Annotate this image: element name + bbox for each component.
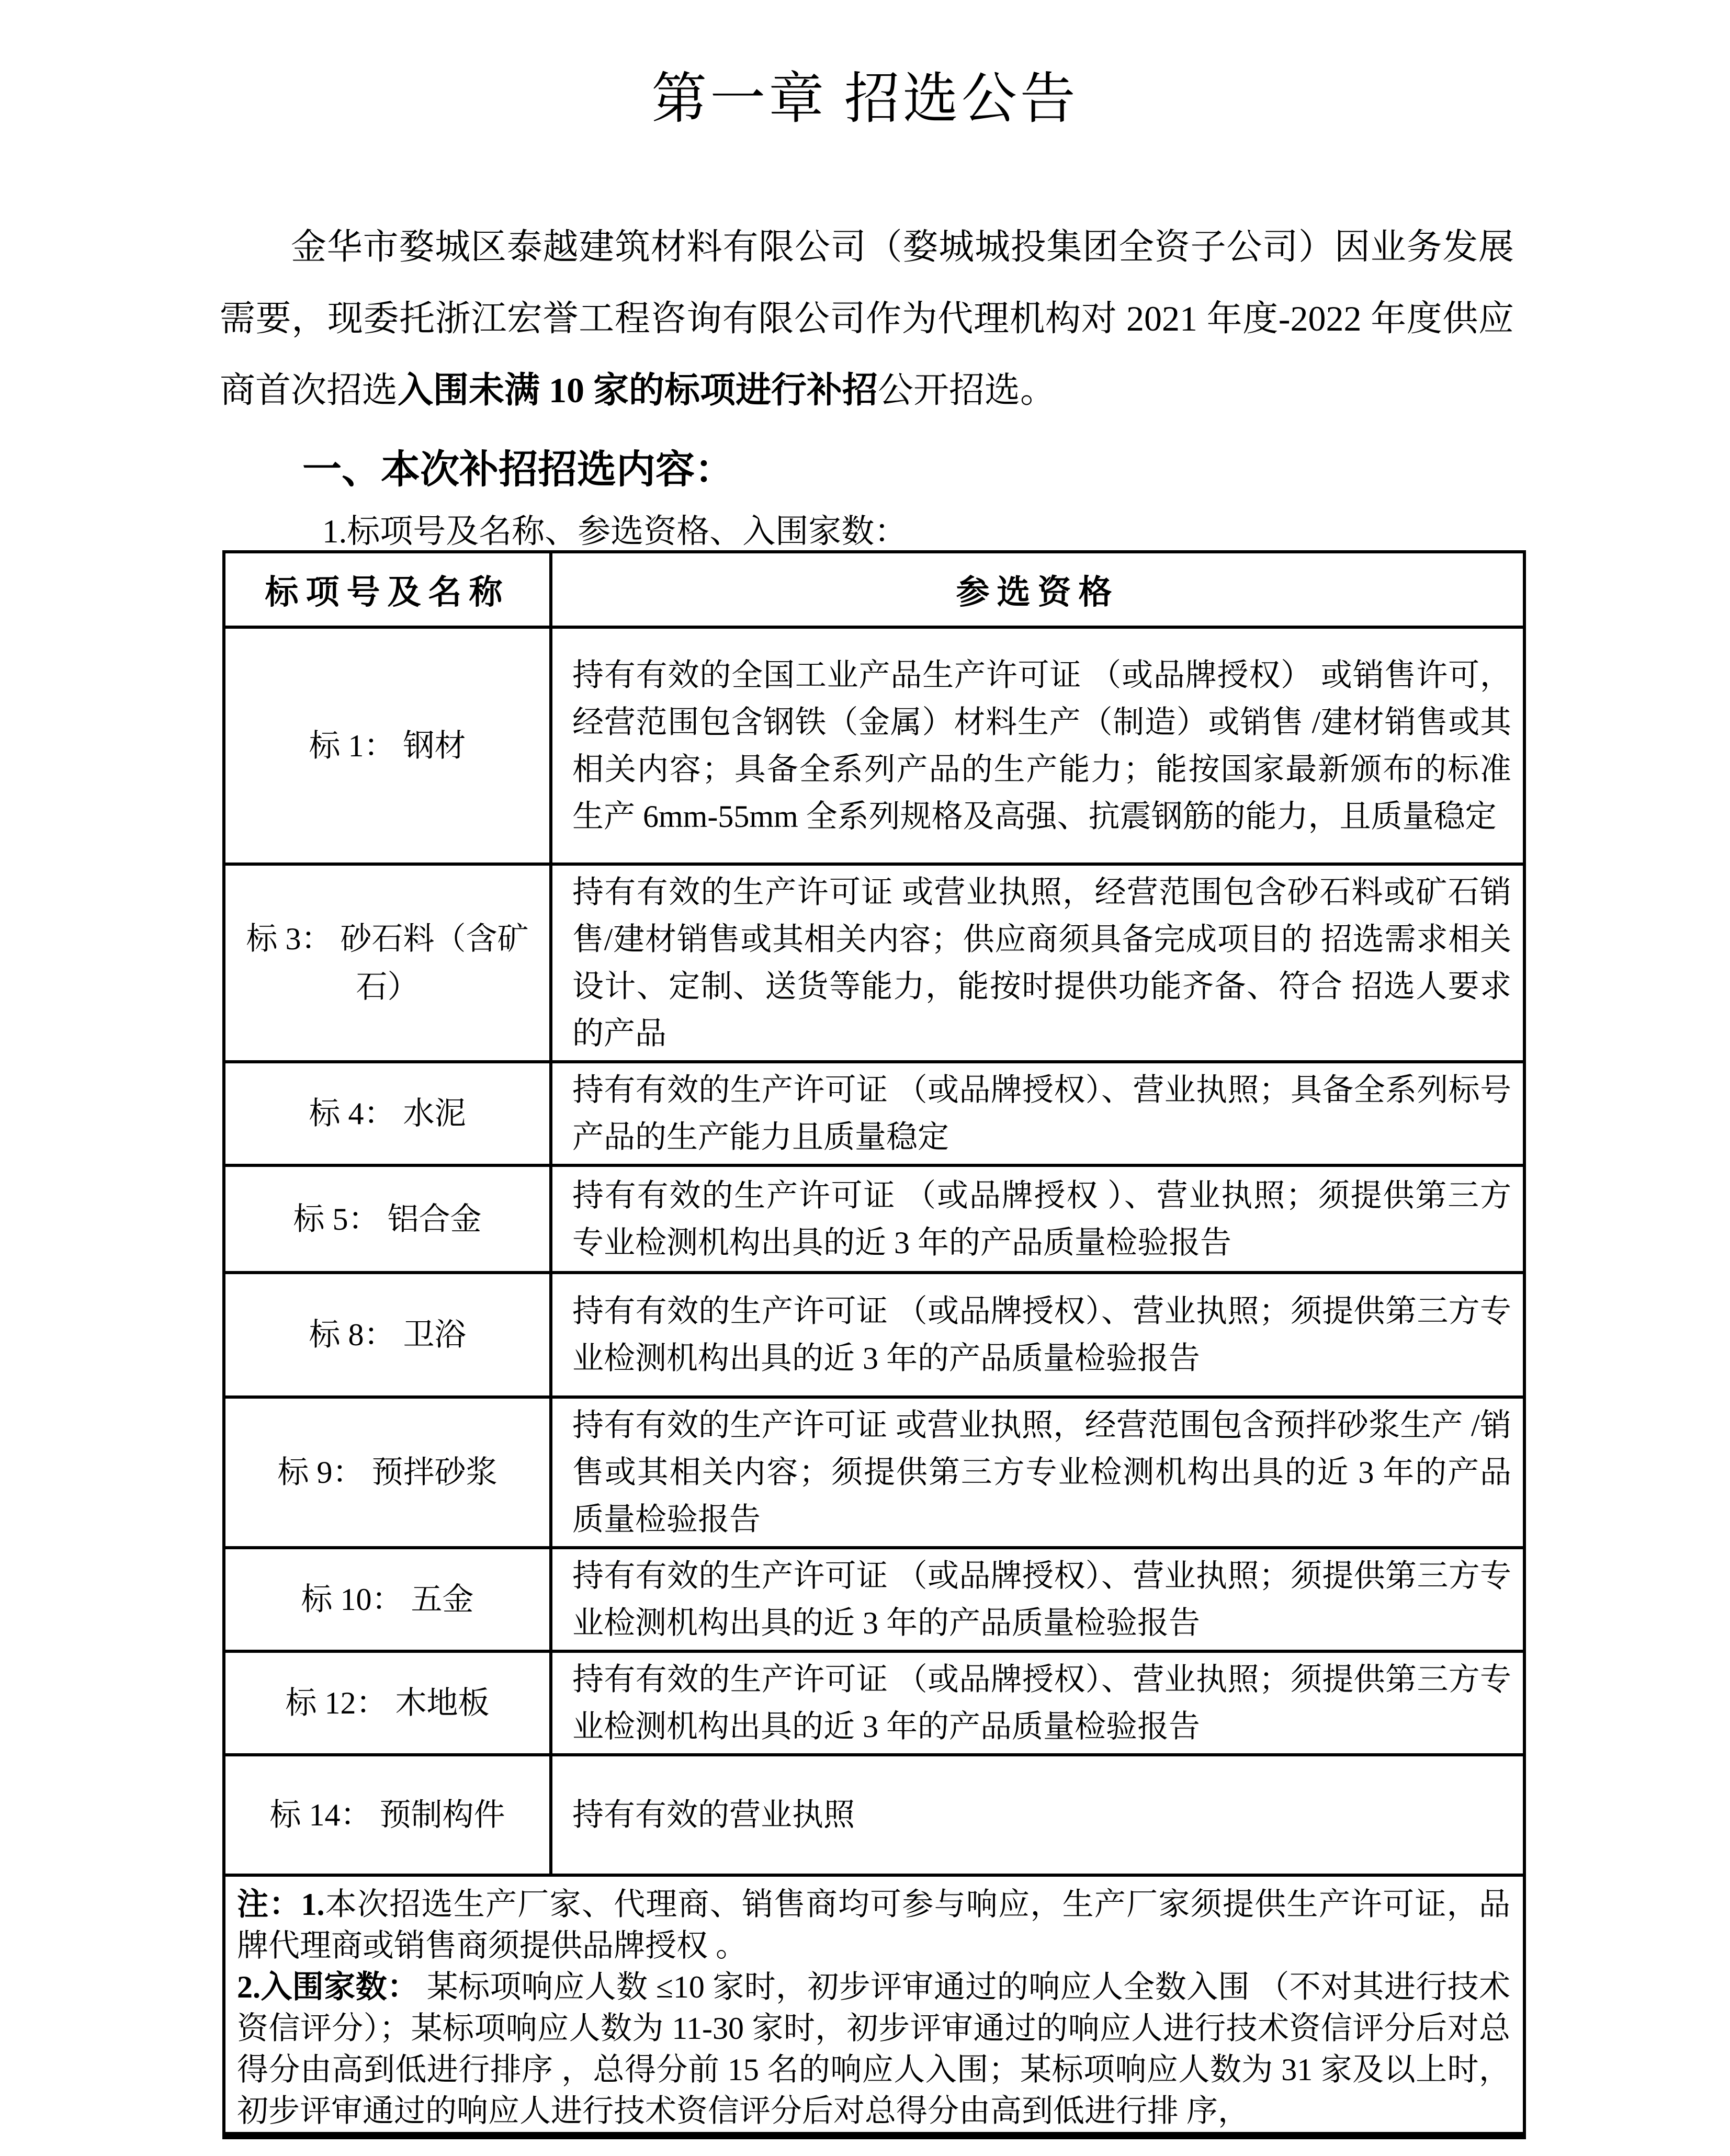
item-label: 标 5： 铝合金 (224, 1165, 551, 1273)
table-row (224, 1397, 1524, 1548)
table-row (224, 1062, 1524, 1165)
note-item1-number: 1. (301, 1887, 325, 1922)
intro-paragraph (220, 211, 1514, 426)
bid-items-table (222, 550, 1526, 2139)
column-header-item: 标项号及名称 (224, 552, 551, 627)
intro-text-end: 公开招选。 (878, 370, 1056, 410)
table-note-row (224, 1875, 1524, 2136)
table-row (224, 1165, 1524, 1273)
intro-text-bold: 入围未满 10 家的标项进行补招 (398, 370, 878, 410)
table-row (224, 1651, 1524, 1755)
item-requirement: 持有有效的生产许可证 （或品牌授权）、营业执照；具备全系列标号产品的生产能力且质量稳定 (551, 1062, 1524, 1165)
item-requirement: 持有有效的生产许可证 （或品牌授权）、营业执照；须提供第三方专业检测机构出具的近 3 年的产品质量检验报告 (551, 1548, 1524, 1651)
item-requirement: 持有有效的生产许可证 或营业执照，经营范围包含砂石料或矿石销售/建材销售或其相关内容；供应商须具备完成项目的 招选需求相关设计、定制、送货等能力，能按时提供功能齐备、符合 招选人要求的产品 (551, 864, 1524, 1062)
section-subheading: 1.标项号及名称、参选资格、入围家数： (322, 513, 908, 550)
table-note-cell (224, 1875, 1524, 2136)
note-label: 注： (237, 1887, 301, 1922)
item-requirement: 持有有效的全国工业产品生产许可证 （或品牌授权） 或销售许可，经营范围包含钢铁（金属）材料生产（制造）或销售 /建材销售或其相关内容；具备全系列产品的生产能力；能按国家最新颁布的标准生产 6mm-55mm 全系列规格及高强、抗震钢筋的能力，且质量稳定 (551, 627, 1524, 864)
item-label: 标 14： 预制构件 (224, 1755, 551, 1875)
section-heading: 一、本次补招招选内容： (302, 448, 734, 492)
item-requirement: 持有有效的生产许可证 （或品牌授权）、营业执照；须提供第三方专业检测机构出具的近 3 年的产品质量检验报告 (551, 1651, 1524, 1755)
item-label: 标 8： 卫浴 (224, 1273, 551, 1397)
table-row (224, 1548, 1524, 1651)
table-row (224, 864, 1524, 1062)
item-label: 标 10： 五金 (224, 1548, 551, 1651)
page-title: 第一章 招选公告 (651, 69, 1079, 130)
item-label: 标 12： 木地板 (224, 1651, 551, 1755)
item-label: 标 4： 水泥 (224, 1062, 551, 1165)
item-requirement: 持有有效的营业执照 (551, 1755, 1524, 1875)
item-requirement: 持有有效的生产许可证 （或品牌授权 ）、营业执照；须提供第三方专业检测机构出具的近 3 年的产品质量检验报告 (551, 1165, 1524, 1273)
item-requirement: 持有有效的生产许可证 （或品牌授权）、营业执照；须提供第三方专业检测机构出具的近 3 年的产品质量检验报告 (551, 1273, 1524, 1397)
note-item2-text: 某标项响应人数 ≤10 家时，初步评审通过的响应人全数入围 （不对其进行技术资信评分）；某标项响应人数为 11-30 家时，初步评审通过的响应人进行技术资信评分后对总得分由高到低进行排序 ，总得分前 15 名的响应人入围；某标项响应人数为 31 家及以上时，初步评审通过的响应人进行技术资信评分后对总得分由高到低进行排 序， (237, 1970, 1510, 2128)
item-label: 标 3： 砂石料（含矿石） (224, 864, 551, 1062)
table-row (224, 1755, 1524, 1875)
item-requirement: 持有有效的生产许可证 或营业执照，经营范围包含预拌砂浆生产 /销售或其相关内容；须提供第三方专业检测机构出具的近 3 年的产品质量检验报告 (551, 1397, 1524, 1548)
item-label: 标 1： 钢材 (224, 627, 551, 864)
item-label: 标 9： 预拌砂浆 (224, 1397, 551, 1548)
note-item2-number: 2.入围家数： (237, 1970, 419, 2004)
table-row (224, 1273, 1524, 1397)
intro-text-start: 金华市婺城区泰越建筑材料有限公司（婺城城投集团全资子公司）因业务发展需要，现委托浙江宏誉工程咨询有限公司作为代理机构对 2021 年度-2022 年度供应商首次招选 (220, 227, 1514, 410)
column-header-qualification: 参选资格 (551, 552, 1524, 627)
note-item1-text: 本次招选生产厂家、代理商、销售商均可参与响应，生产厂家须提供生产许可证，品牌代理商或销售商须提供品牌授权 。 (237, 1887, 1511, 1963)
table-header-row (224, 552, 1524, 627)
table-row (224, 627, 1524, 864)
